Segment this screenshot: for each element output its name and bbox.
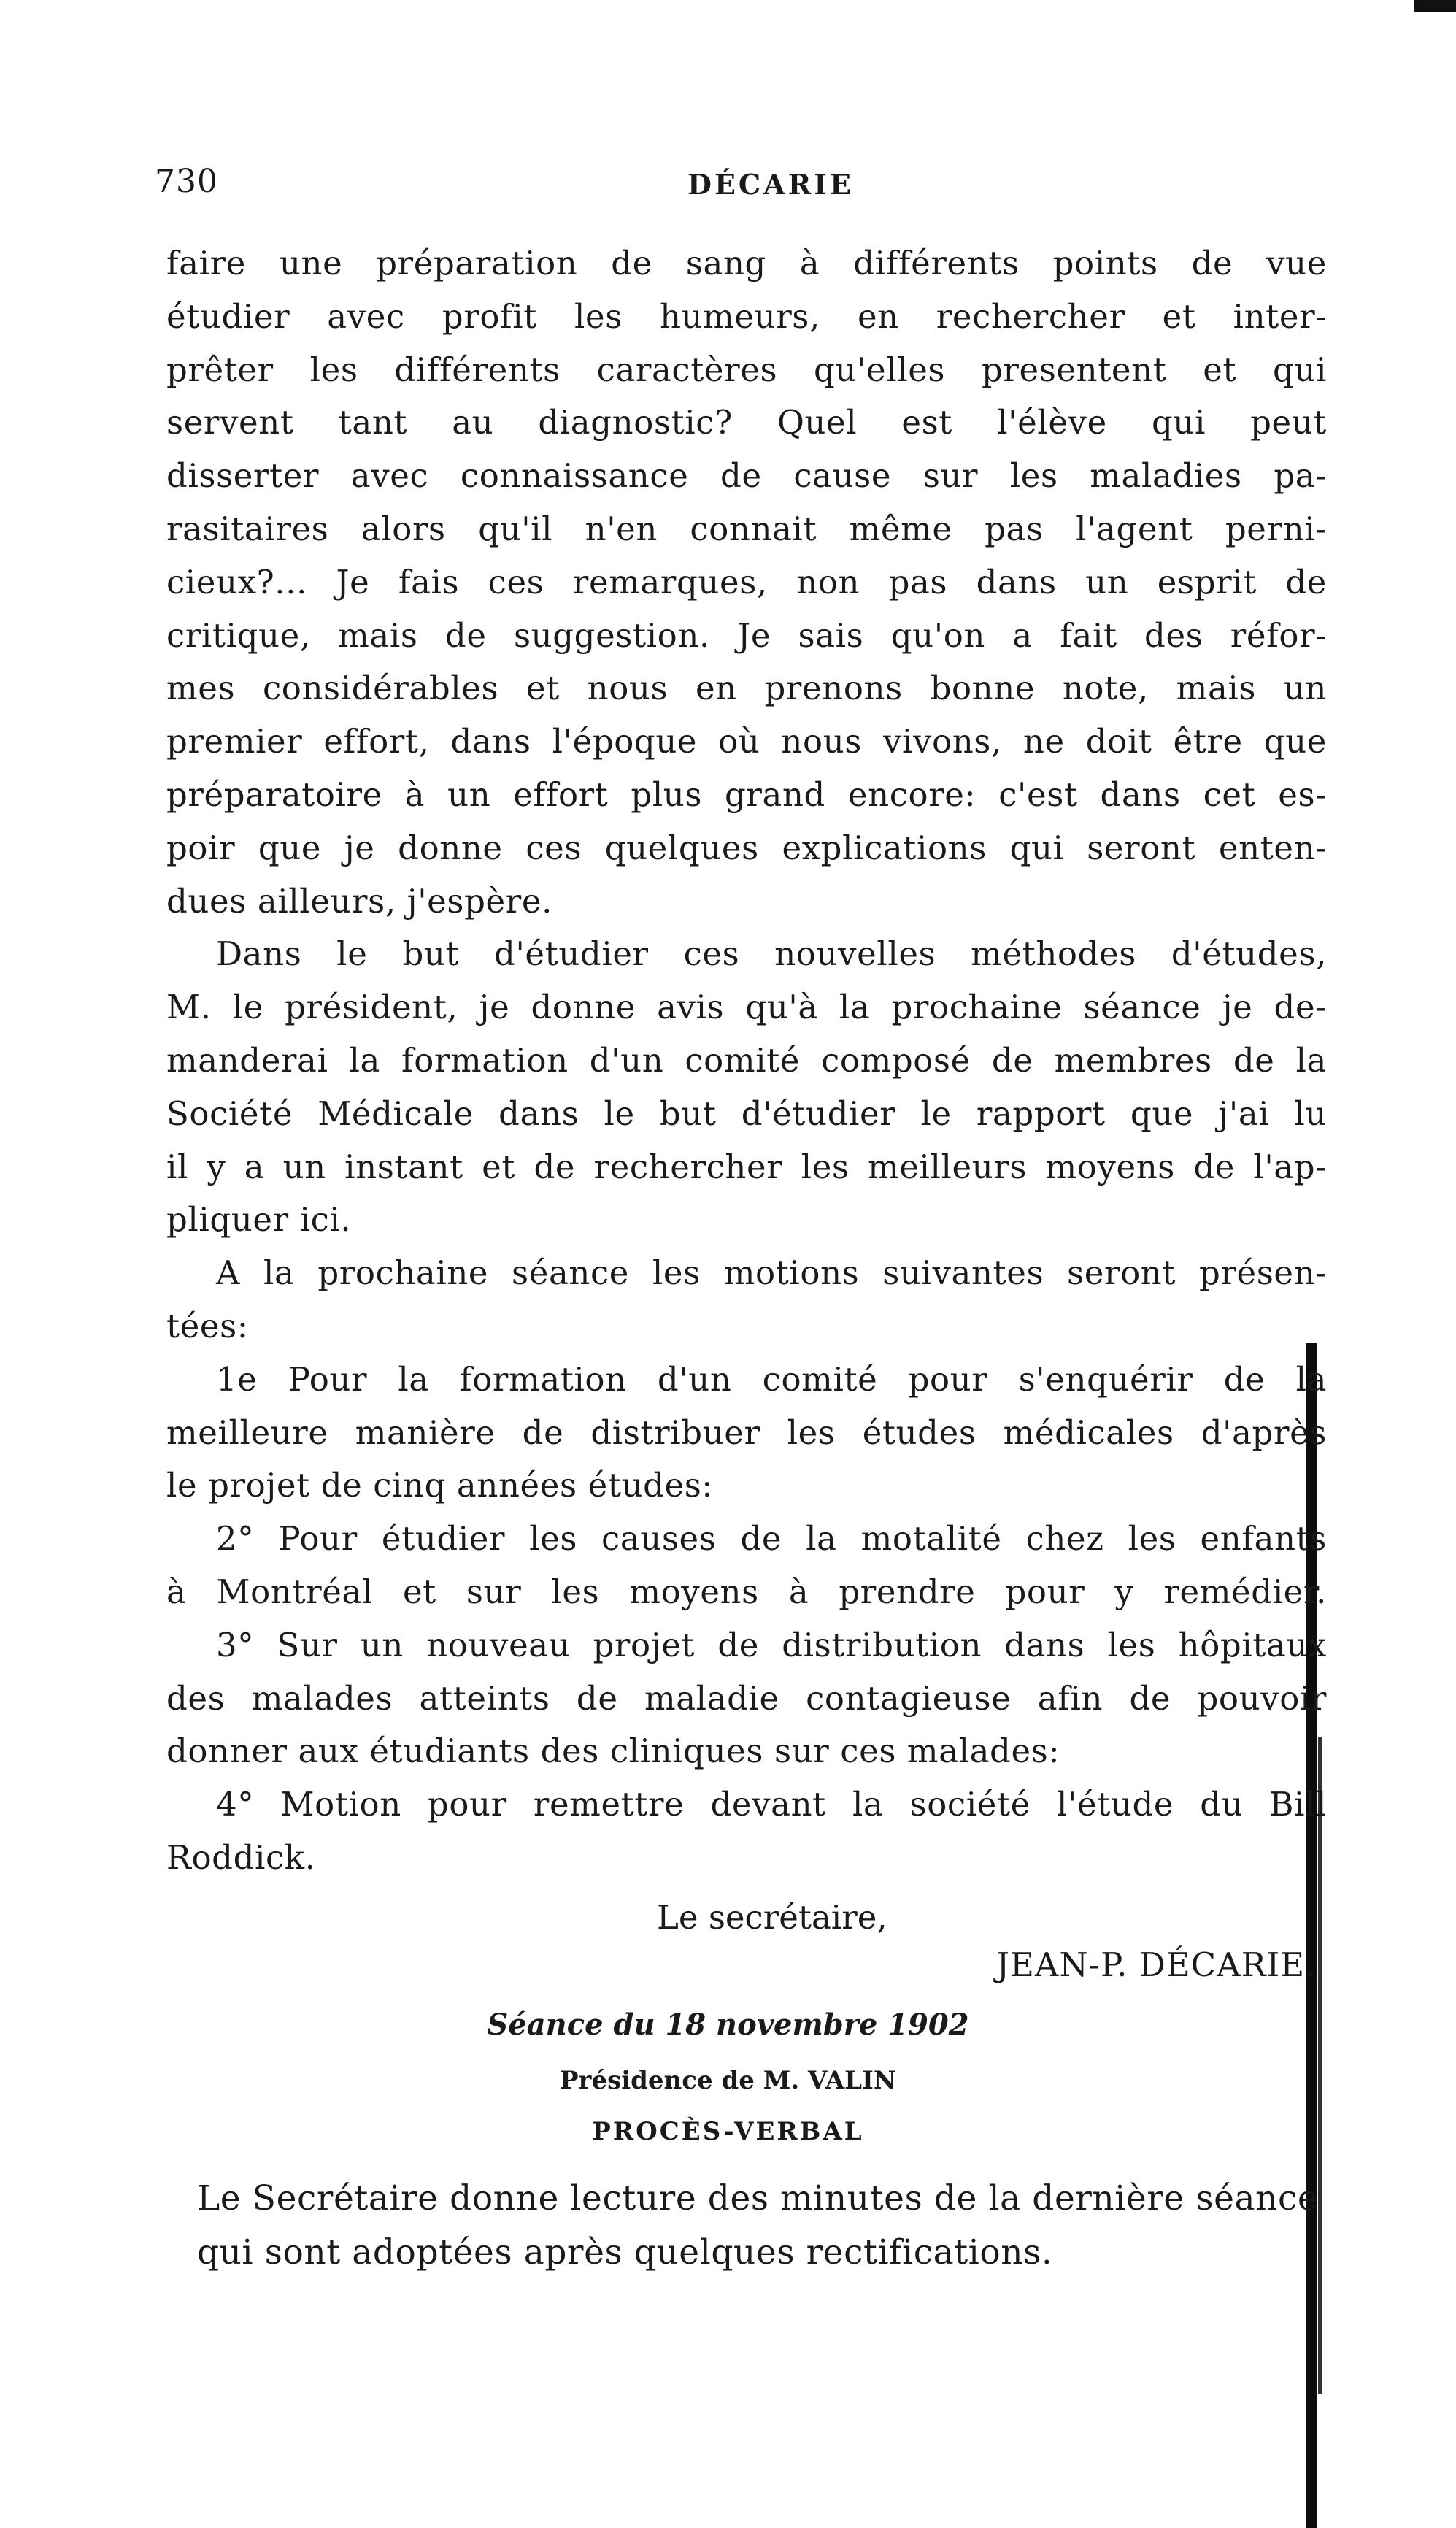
body-line: rasitaires alors qu'il n'en connait même pas l'agent perni-: [166, 509, 1327, 548]
body-line: mes considérables et nous en prenons bonne note, mais un: [166, 669, 1327, 708]
body-line: meilleure manière de distribuer les études médicales d'après: [166, 1413, 1327, 1452]
presidence-line: Présidence de M. VALIN: [559, 2066, 897, 2095]
body-line: manderai la formation d'un comité composé de membres de la: [166, 1040, 1327, 1080]
scan-corner-mark: [1414, 0, 1456, 12]
body-line: Dans le but d'étudier ces nouvelles méthodes d'études,: [216, 934, 1327, 974]
minutes-line: Le Secrétaire donne lecture des minutes de la dernière séance: [197, 2178, 1319, 2218]
body-line: à Montréal et sur les moyens à prendre pour y remédier.: [166, 1572, 1327, 1611]
running-head: DÉCARIE: [687, 168, 854, 201]
body-line: M. le président, je donne avis qu'à la prochaine séance je de-: [166, 988, 1327, 1027]
session-title: Séance du 18 novembre 1902: [487, 2008, 969, 2042]
minutes-text: [197, 2172, 1321, 2280]
body-line: A la prochaine séance les motions suivantes seront présen-: [216, 1253, 1327, 1293]
body-line: 1e Pour la formation d'un comité pour s'enquérir de la: [216, 1359, 1327, 1399]
body-line: premier effort, dans l'époque où nous vivons, ne doit être que: [166, 722, 1327, 761]
body-line: poir que je donne ces quelques explications qui seront enten-: [166, 828, 1327, 867]
body-line: faire une préparation de sang à différents points de vue: [166, 244, 1327, 283]
body-text: [166, 237, 1327, 1885]
body-line: préparatoire à un effort plus grand encore: c'est dans cet es-: [166, 775, 1327, 814]
body-line: étudier avec profit les humeurs, en rechercher et inter-: [166, 296, 1327, 336]
body-line: dues ailleurs, j'espère.: [166, 881, 552, 921]
body-line: 3° Sur un nouveau projet de distribution dans les hôpitaux: [216, 1625, 1327, 1664]
body-line: Roddick.: [166, 1837, 316, 1877]
body-line: cieux?... Je fais ces remarques, non pas dans un esprit de: [166, 562, 1327, 602]
body-line: il y a un instant et de rechercher les meilleurs moyens de l'ap-: [166, 1147, 1327, 1186]
body-line: 4° Motion pour remettre devant la société l'étude du Bill: [216, 1785, 1327, 1824]
body-line: donner aux étudiants des cliniques sur ces malades:: [166, 1732, 1060, 1771]
body-line: prêter les différents caractères qu'elles presentent et qui: [166, 350, 1327, 389]
page-number: 730: [155, 163, 218, 200]
body-line: tées:: [166, 1306, 249, 1345]
secretary-label: Le secrétaire,: [657, 1898, 887, 1937]
body-line: pliquer ici.: [166, 1200, 352, 1240]
body-line: le projet de cinq années études:: [166, 1466, 714, 1505]
body-line: critique, mais de suggestion. Je sais qu'on a fait des réfor-: [166, 615, 1327, 655]
page-header: [155, 157, 1328, 208]
body-line: disserter avec connaissance de cause sur les maladies pa-: [166, 456, 1327, 496]
body-line: des malades atteints de maladie contagieuse afin de pouvoir: [166, 1678, 1327, 1718]
minutes-line: qui sont adoptées après quelques rectifications.: [197, 2232, 1053, 2272]
secretary-signature: JEAN-P. DÉCARIE.: [996, 1945, 1317, 1984]
proces-verbal-heading: PROCÈS-VERBAL: [592, 2117, 864, 2146]
body-line: servent tant au diagnostic? Quel est l'élève qui peut: [166, 403, 1327, 442]
body-line: Société Médicale dans le but d'étudier le rapport que j'ai lu: [166, 1094, 1327, 1133]
body-line: 2° Pour étudier les causes de la motalité chez les enfants: [216, 1519, 1327, 1559]
